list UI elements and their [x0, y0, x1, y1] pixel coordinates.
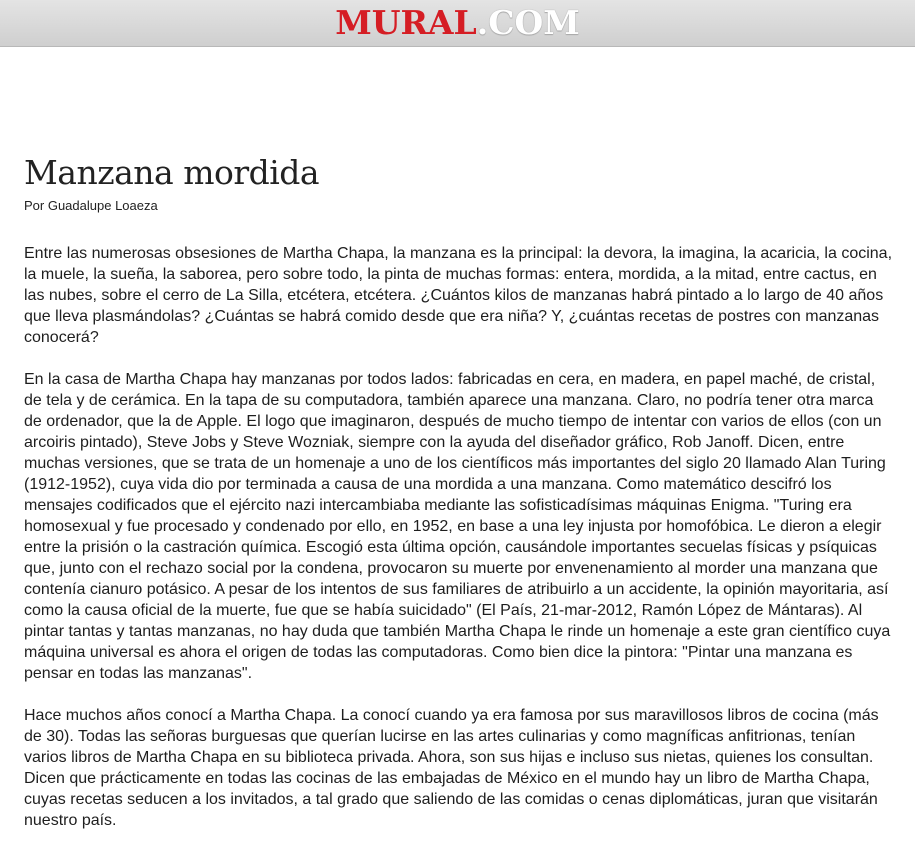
article-byline: Por Guadalupe Loaeza	[24, 198, 158, 213]
site-header	[0, 0, 915, 47]
article-paragraph: Entre las numerosas obsesiones de Martha Chapa, la manzana es la principal: la devora, la imagina, la acaricia, la cocina, la muele, la sueña, la saborea, pero sobre todo, la pinta de muchas formas: entera, mordida, a la mitad, entre cactus, en las nubes, sobre el cerro de La Silla, etcétera, etcétera. ¿Cuántos kilos de manzanas habrá pintado a lo largo de 40 años que lleva plasmándolas? ¿Cuántas se habrá comido desde que era niña? Y, ¿cuántas recetas de postres con manzanas conocerá?	[24, 245, 893, 346]
site-logo[interactable]	[0, 0, 915, 46]
logo-tld-text: .COM	[476, 3, 580, 42]
logo-brand-text: MURAL	[335, 3, 477, 42]
article-paragraph: Hace muchos años conocí a Martha Chapa. La conocí cuando ya era famosa por sus maravillosos libros de cocina (más de 30). Todas las señoras burguesas que querían lucirse en las artes culinarias y como magníficas anfitrionas, tenían varios libros de Martha Chapa en su biblioteca privada. Ahora, son sus hijas e incluso sus nietas, quienes los consultan. Dicen que prácticamente en todas las cocinas de las embajadas de México en el mundo hay un libro de Martha Chapa, cuyas recetas seducen a los invitados, a tal grado que saliendo de las comidas o cenas diplomáticas, juran que visitarán nuestro país.	[24, 707, 879, 829]
article-body	[24, 243, 894, 831]
article-paragraph: En la casa de Martha Chapa hay manzanas por todos lados: fabricadas en cera, en madera, en papel maché, de cristal, de tela y de cerámica. En la tapa de su computadora, también aparece una manzana. Claro, no podría tener otra marca de ordenador, que la de Apple. El logo que imaginaron, después de mucho tiempo de intentar con varios de ellos (con un arcoiris pintado), Steve Jobs y Steve Wozniak, siempre con la ayuda del diseñador gráfico, Rob Janoff. Dicen, entre muchas versiones, que se trata de un homenaje a uno de los científicos más importantes del siglo 20 llamado Alan Turing (1912-1952), cuya vida dio por terminada a causa de una mordida a una manzana. Como matemático descifró los mensajes codificados que el ejército nazi intercambiaba mediante las sofisticadísimas máquinas Enigma. "Turing era homosexual y fue procesado y condenado por ello, en 1952, en base a una ley injusta por homofóbica. Le dieron a elegir entre la prisión o la castración química. Escogió esta última opción, causándole importantes secuelas físicas y psíquicas que, junto con el rechazo social por la condena, provocaron su muerte por envenenamiento al morder una manzana que contenía cianuro potásico. A pesar de los intentos de sus familiares de atribuirlo a un accidente, la opinión mayoritaria, así como la causa oficial de la muerte, fue que se había suicidado" (El País, 21-mar-2012, Ramón López de Mántaras). Al pintar tantas y tantas manzanas, no hay duda que también Martha Chapa le rinde un homenaje a este gran científico cuya máquina universal es ahora el origen de todas las computadoras. Como bien dice la pintora: "Pintar una manzana es pensar en todas las manzanas".	[24, 371, 891, 682]
article	[24, 150, 894, 844]
article-title: Manzana mordida	[24, 153, 320, 192]
